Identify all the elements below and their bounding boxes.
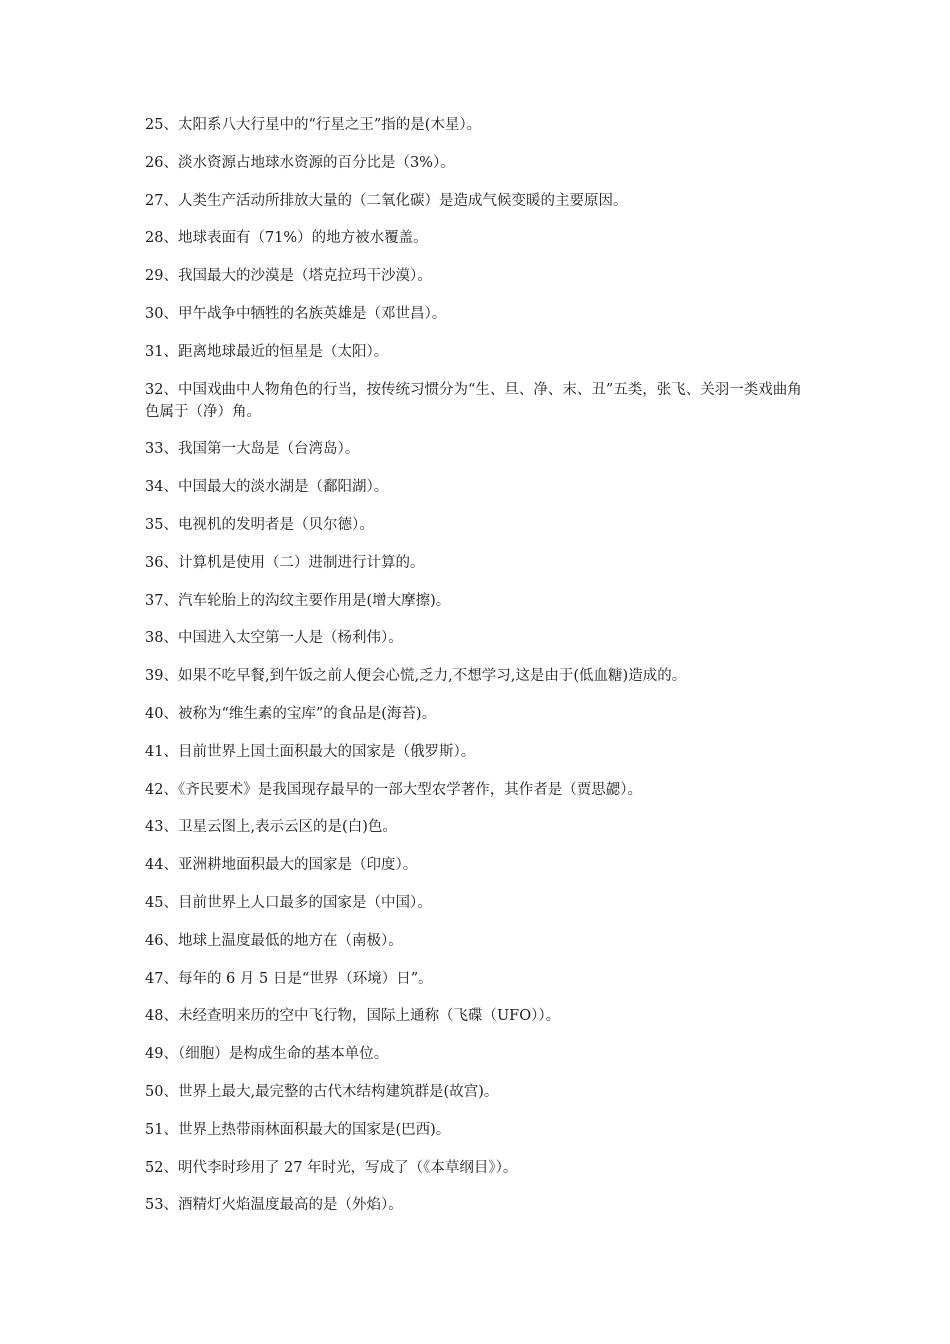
list-item: 33、我国第一大岛是（台湾岛）。 <box>145 441 360 458</box>
list-item: 30、甲午战争中牺牲的名族英雄是（邓世昌）。 <box>145 305 447 322</box>
list-item: 49、（细胞）是构成生命的基本单位。 <box>145 1046 389 1063</box>
list-item: 51、世界上热带雨林面积最大的国家是(巴西)。 <box>145 1121 451 1138</box>
list-item: 38、中国进入太空第一人是（杨利伟）。 <box>145 630 403 647</box>
question-list <box>145 114 815 1232</box>
list-item: 45、目前世界上人口最多的国家是（中国）。 <box>145 894 432 911</box>
list-item: 37、汽车轮胎上的沟纹主要作用是(增大摩擦)。 <box>145 592 451 609</box>
list-item: 52、明代李时珍用了 27 年时光，写成了（《本草纲目》）。 <box>145 1159 518 1176</box>
list-item: 46、地球上温度最低的地方在（南极）。 <box>145 932 403 949</box>
list-item: 32、中国戏曲中人物角色的行当，按传统习惯分为“生、旦、净、末、丑”五类，张飞、关羽一类戏曲角色属于（净）角。 <box>145 381 802 420</box>
list-item: 35、电视机的发明者是（贝尔德）。 <box>145 516 374 533</box>
list-item: 34、中国最大的淡水湖是（鄱阳湖）。 <box>145 479 389 496</box>
list-item: 27、人类生产活动所排放大量的（二氧化碳）是造成气候变暖的主要原因。 <box>145 192 628 209</box>
list-item: 29、我国最大的沙漠是（塔克拉玛干沙漠）。 <box>145 268 432 285</box>
list-item: 44、亚洲耕地面积最大的国家是（印度）。 <box>145 857 418 874</box>
list-item: 31、距离地球最近的恒星是（太阳）。 <box>145 343 389 360</box>
list-item: 26、淡水资源占地球水资源的百分比是（3%）。 <box>145 154 455 171</box>
list-item: 41、目前世界上国土面积最大的国家是（俄罗斯）。 <box>145 743 476 760</box>
list-item: 50、世界上最大,最完整的古代木结构建筑群是(故宫)。 <box>145 1083 499 1100</box>
list-item: 42、《齐民要术》是我国现存最早的一部大型农学著作，其作者是（贾思勰）。 <box>145 781 642 798</box>
list-item: 53、酒精灯火焰温度最高的是（外焰）。 <box>145 1197 403 1214</box>
list-item: 47、每年的 6 月 5 日是“世界（环境）日”。 <box>145 970 433 987</box>
list-item: 39、如果不吃早餐,到午饭之前人便会心慌,乏力,不想学习,这是由于(低血糖)造成的。 <box>145 668 687 685</box>
list-item: 28、地球表面有（71%）的地方被水覆盖。 <box>145 230 428 247</box>
list-item: 40、被称为“维生素的宝库”的食品是(海苔)。 <box>145 705 437 722</box>
list-item: 48、未经查明来历的空中飞行物，国际上通称（飞碟（UFO））。 <box>145 1008 561 1025</box>
list-item: 25、太阳系八大行星中的“行星之王”指的是(木星）。 <box>145 117 482 133</box>
list-item: 43、卫星云图上,表示云区的是(白)色。 <box>145 819 397 836</box>
list-item: 36、计算机是使用（二）进制进行计算的。 <box>145 554 425 571</box>
